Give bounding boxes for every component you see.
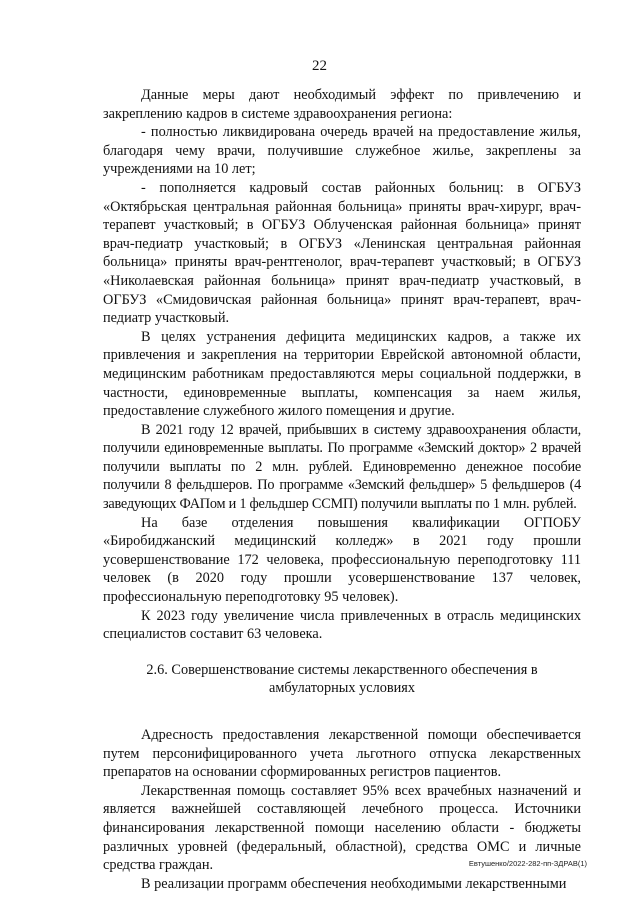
paragraph-lump-sum-payments: В 2021 году 12 врачей, прибывших в систему здравоохранения области, получили единовременные выплаты. По программе «Земский доктор» 2 врачей получили выплаты по 2 млн. рублей. Единовременно денежное пособие получили 8 фельдшеров. По программе «Земский фельдшер» 5 фельдшеров (4 заведующих ФАПом и 1 фельдшер ССМП) получили выплаты по 1 млн. рублей.	[103, 421, 581, 513]
section-heading: 2.6. Совершенствование системы лекарственного обеспечения в амбулаторных условиях	[146, 661, 538, 697]
list-item-housing-queue: - полностью ликвидирована очередь врачей на предоставление жилья, благодаря чему врачи, получившие служебное жилье, закреплены за учреждениями на 10 лет;	[103, 124, 581, 178]
paragraph-social-support: В целях устранения дефицита медицинских кадров, а также их привлечения и закрепления на территории Еврейской автономной области, медицинским работникам предоставляются меры социальной поддержки, в частности, единовременные выплаты, компенсация за наем жилья, предоставление служебного жилого помещения и другие.	[103, 328, 581, 420]
paragraph-qualification-training: На базе отделения повышения квалификации ОГПОБУ «Биробиджанский медицинский колледж» в 2021 году прошли усовершенствование 172 человека, профессиональную переподготовку 111 человек (в 2020 году прошли усовершенствование 137 человек, профессиональную переподготовку 95 человек).	[103, 514, 581, 606]
page-number: 22	[312, 58, 327, 74]
paragraph-2023-target: К 2023 году увеличение числа привлеченных в отрасль медицинских специалистов составит 63 человека.	[103, 607, 581, 643]
paragraph-drug-assistance-share: Лекарственная помощь составляет 95% всех врачебных назначений и является важнейшей составляющей лечебного процесса. Источники финансирования лекарственной помощи населению области - бюджеты различных уровней (федеральный, областной), средства ОМС и личные средства граждан.	[103, 782, 581, 874]
paragraph-measures-effect: Данные меры дают необходимый эффект по привлечению и закреплению кадров в системе здравоохранения региона:	[103, 87, 581, 122]
paragraph-program-implementation: В реализации программ обеспечения необходимыми лекарственными	[141, 875, 567, 892]
document-body	[103, 86, 581, 893]
document-reference-code: Евтушенко/2022-282-пп-ЗДРАВ(1)	[468, 859, 587, 868]
list-item-hospital-staffing: - пополняется кадровый состав районных больниц: в ОГБУЗ «Октябрьская центральная районная больница» приняты врач-хирург, врач-терапевт участковый; в ОГБУЗ Облученская районная больница» принят врач-педиатр участковый; в ОГБУЗ «Ленинская центральная районная больница» приняты врач-рентгенолог, врач-терапевт участковый; в ОГБУЗ «Николаевская районная больница» принят врач-педиатр участковый, в ОГБУЗ «Смидовичская районная больница» принят врач-терапевт, врач-педиатр участковый.	[103, 179, 581, 327]
paragraph-targeted-assistance: Адресность предоставления лекарственной помощи обеспечивается путем персонифицированного учета льготного отпуска лекарственных препаратов на основании сформированных регистров пациентов.	[103, 727, 581, 781]
